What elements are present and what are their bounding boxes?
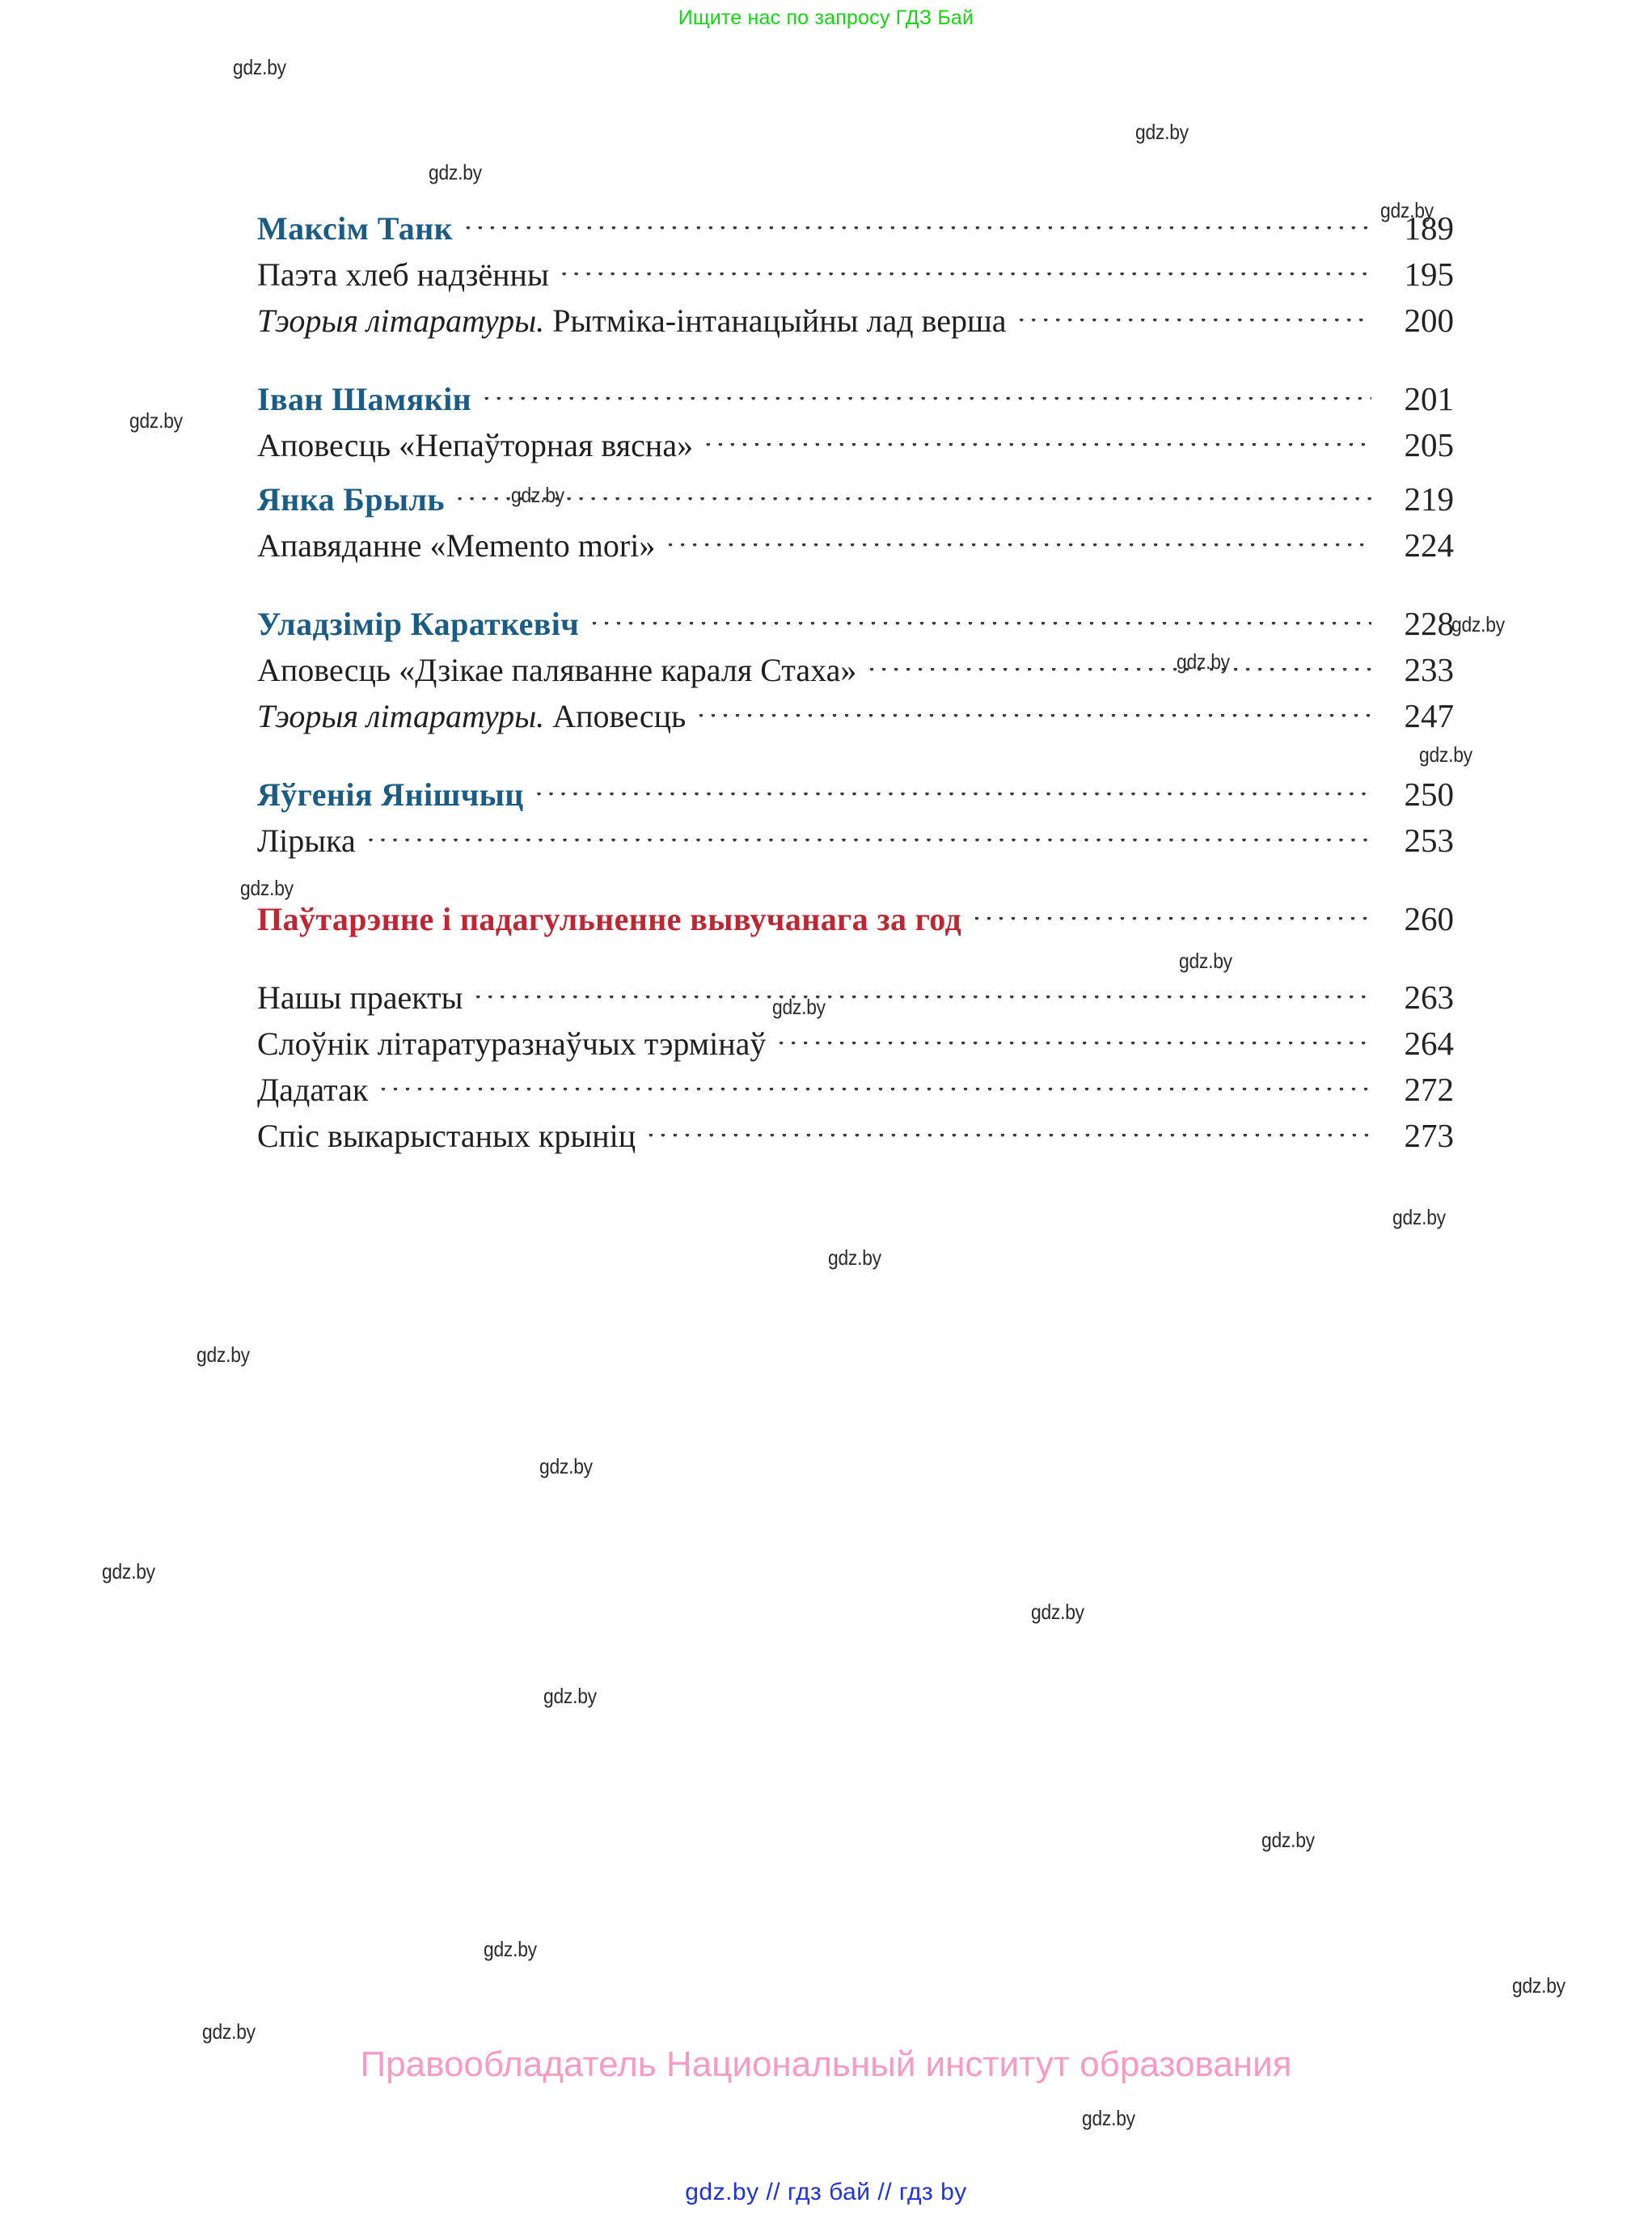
toc-entry-nashy-praekty[interactable] xyxy=(257,981,1454,1014)
toc-dot-leader xyxy=(704,443,1371,456)
toc-dot-leader xyxy=(973,917,1371,930)
toc-entry-pautarenne-god[interactable] xyxy=(257,900,1454,937)
toc-entry-teoryya-rytmika[interactable] xyxy=(257,304,1454,337)
toc-page-number: 263 xyxy=(1404,979,1454,1016)
toc-entry-label: Паўтарэнне і падагульненне вывучанага за год xyxy=(257,901,962,937)
toc-page-number: 228 xyxy=(1404,605,1454,642)
toc-dot-leader xyxy=(777,1042,1371,1055)
watermark-gdz: gdz.by xyxy=(1419,742,1472,767)
toc-entry-label xyxy=(257,700,686,733)
toc-dot-leader xyxy=(367,839,1371,852)
watermark-gdz: gdz.by xyxy=(1512,1973,1565,1998)
watermark-gdz: gdz.by xyxy=(196,1342,250,1367)
toc-entry-label: Іван Шамякін xyxy=(257,381,472,417)
watermark-gdz: gdz.by xyxy=(1392,1205,1446,1229)
promo-banner: Ищите нас по запросу ГДЗ Бай xyxy=(678,6,974,29)
toc-entry-label: Янка Брыль xyxy=(257,481,445,518)
toc-entry-ulad-karatkevich[interactable] xyxy=(257,607,1454,641)
rights-holder-line: Правообладатель Национальный институт образования xyxy=(360,2044,1292,2084)
toc-entry-liryka[interactable] xyxy=(257,824,1454,857)
toc-dot-leader xyxy=(535,793,1371,805)
toc-entry-label: Максім Танк xyxy=(257,210,454,247)
toc-entry-apovesc-dzikae[interactable] xyxy=(257,653,1454,687)
toc-page-number: 233 xyxy=(1404,651,1454,688)
toc-page-number: 224 xyxy=(1404,526,1454,564)
toc-entry-yaugeniya-yanishchyts[interactable] xyxy=(257,778,1454,811)
watermark-gdz: gdz.by xyxy=(102,1559,155,1583)
toc-entry-label: Дадатак xyxy=(257,1072,369,1108)
toc-entry-apavyadanne-memento[interactable] xyxy=(257,526,1454,564)
toc-entry-label-italic: Тэорыя літаратуры. xyxy=(257,302,545,339)
watermark-gdz: gdz.by xyxy=(484,1937,537,1961)
toc-page-number: 219 xyxy=(1404,480,1454,518)
watermark-gdz: gdz.by xyxy=(233,55,286,79)
toc-entry-slounik-terminau[interactable] xyxy=(257,1027,1454,1060)
footer-links: gdz.by // гдз бай // гдз by xyxy=(685,2179,967,2205)
toc-entry-spis-krynic[interactable] xyxy=(257,1119,1454,1152)
toc-page-number: 273 xyxy=(1404,1117,1454,1154)
toc-dot-leader xyxy=(483,397,1371,410)
toc-entry-label: Паэта хлеб надзённы xyxy=(257,256,549,293)
toc-entry-label: Лірыка xyxy=(257,822,356,859)
toc-entry-label-rest: Аповесць xyxy=(544,698,687,734)
watermark-gdz: gdz.by xyxy=(1177,649,1230,674)
toc-entry-label-italic: Тэорыя літаратуры. xyxy=(257,698,545,734)
toc-dot-leader xyxy=(464,226,1371,239)
toc-entry-ivan-shamyakin[interactable] xyxy=(257,380,1454,417)
watermark-gdz: gdz.by xyxy=(828,1245,881,1270)
toc-page-number: 189 xyxy=(1404,209,1454,247)
toc-page-number: 205 xyxy=(1404,426,1454,463)
toc-entry-apovesc-nepautorn[interactable] xyxy=(257,426,1454,463)
toc-dot-leader xyxy=(590,622,1371,635)
watermark-gdz: gdz.by xyxy=(1031,1600,1084,1624)
toc-entry-dadatak[interactable] xyxy=(257,1073,1454,1106)
toc-entry-label: Апавяданне «Memento mori» xyxy=(257,527,656,564)
toc-entry-label: Аповесць «Непаўторная вясна» xyxy=(257,427,694,463)
toc-page-number: 200 xyxy=(1404,302,1454,339)
toc-dot-leader xyxy=(868,668,1371,681)
watermark-gdz: gdz.by xyxy=(772,995,826,1019)
toc-dot-leader xyxy=(1018,319,1371,332)
toc-entry-label: Спіс выкарыстаных крыніц xyxy=(257,1118,636,1154)
toc-page-number: 195 xyxy=(1404,256,1454,293)
watermark-gdz: gdz.by xyxy=(1261,1828,1315,1852)
toc-dot-leader xyxy=(666,543,1371,556)
watermark-gdz: gdz.by xyxy=(1380,198,1434,222)
toc-page-number: 253 xyxy=(1404,822,1454,859)
toc-dot-leader xyxy=(475,996,1372,1008)
toc-dot-leader xyxy=(647,1134,1371,1147)
toc-entry-label: Уладзімір Караткевіч xyxy=(257,606,580,642)
toc-entry-label: Нашы праекты xyxy=(257,979,463,1016)
watermark-gdz: gdz.by xyxy=(1451,612,1505,636)
toc-entry-label-rest: Рытміка-інтанацыйны лад верша xyxy=(544,302,1007,339)
watermark-gdz: gdz.by xyxy=(240,876,294,900)
toc-entry-paeta-hleb[interactable] xyxy=(257,258,1454,291)
watermark-gdz: gdz.by xyxy=(202,2019,256,2044)
toc-entry-yanka-bryl[interactable] xyxy=(257,480,1454,518)
watermark-gdz: gdz.by xyxy=(543,1684,597,1708)
toc-dot-leader xyxy=(697,714,1371,727)
watermark-gdz: gdz.by xyxy=(429,160,482,184)
toc-dot-leader xyxy=(560,273,1371,285)
toc-page-number: 260 xyxy=(1404,900,1454,937)
watermark-gdz: gdz.by xyxy=(129,408,183,433)
watermark-gdz: gdz.by xyxy=(1082,2106,1135,2130)
toc-entry-label: Аповесць «Дзікае паляванне караля Стаха» xyxy=(257,652,857,688)
toc-page-number: 247 xyxy=(1404,697,1454,734)
toc-page-number: 264 xyxy=(1404,1025,1454,1062)
toc-entry-label: Слоўнік літаратуразнаўчых тэрмінаў xyxy=(257,1025,767,1062)
toc-entry-teoryya-apovesc[interactable] xyxy=(257,697,1454,734)
toc-entry-label xyxy=(257,302,1007,339)
toc-entry-label: Яўгенія Янішчыц xyxy=(257,776,524,813)
toc-dot-leader xyxy=(456,497,1371,510)
toc-page-number: 272 xyxy=(1404,1071,1454,1108)
watermark-gdz: gdz.by xyxy=(1179,949,1232,973)
toc-page-number: 250 xyxy=(1404,776,1454,813)
toc-page-number: 201 xyxy=(1404,380,1454,417)
toc-dot-leader xyxy=(379,1088,1371,1101)
watermark-gdz: gdz.by xyxy=(511,483,564,507)
watermark-gdz: gdz.by xyxy=(539,1454,593,1478)
watermark-gdz: gdz.by xyxy=(1135,120,1189,144)
